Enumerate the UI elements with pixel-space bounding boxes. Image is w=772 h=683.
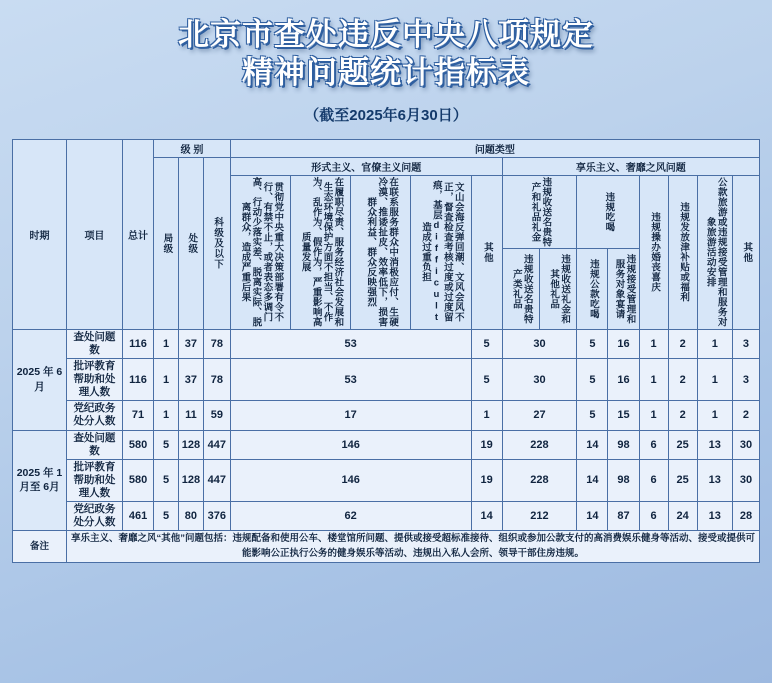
cell-gifts-merged: 30 (502, 358, 577, 400)
cell: 3 (732, 358, 759, 400)
cell: 87 (608, 502, 639, 531)
header-level-division: 处级 (178, 157, 203, 329)
header-level-group: 级 别 (154, 139, 231, 157)
header-formalism-2: 在履职尽责、服务经济社会发展和生态环境保护方面不担当、不作为、乱作为、假作为，严重影响高质量发展 (291, 175, 351, 329)
cell: 1 (697, 358, 732, 400)
cell: 37 (178, 329, 203, 358)
header-hedonism-group: 享乐主义、奢靡之风问题 (502, 157, 759, 175)
cell-total: 580 (122, 459, 153, 501)
cell: 25 (668, 459, 697, 501)
row-item-label: 党纪政务处分人数 (66, 502, 122, 531)
cell: 5 (154, 430, 179, 459)
cell: 14 (577, 459, 608, 501)
cell: 128 (178, 430, 203, 459)
cell: 5 (577, 401, 608, 430)
cell: 1 (471, 401, 502, 430)
table-row (13, 459, 760, 501)
cell: 78 (203, 329, 230, 358)
header-formalism-other: 其他 (471, 175, 502, 329)
table-row (13, 401, 760, 430)
cell: 6 (639, 430, 668, 459)
cell: 1 (639, 401, 668, 430)
table-row (13, 502, 760, 531)
header-item: 项目 (66, 139, 122, 329)
cell: 1 (697, 329, 732, 358)
cell: 78 (203, 358, 230, 400)
header-row-1 (13, 139, 760, 157)
cell: 30 (732, 459, 759, 501)
cell-total: 461 (122, 502, 153, 531)
cell-formalism-merged: 17 (230, 401, 471, 430)
row-item-label: 批评教育帮助和处理人数 (66, 358, 122, 400)
cell: 1 (697, 401, 732, 430)
header-hedonism-travel: 公款旅游或违规接受管理和服务对象旅游活动安排 (697, 175, 732, 329)
cell: 59 (203, 401, 230, 430)
cell-gifts-merged: 212 (502, 502, 577, 531)
cell: 11 (178, 401, 203, 430)
cell-formalism-merged: 62 (230, 502, 471, 531)
header-hedonism-dining-public: 违规公款吃喝 (577, 248, 608, 329)
row-item-label: 查处问题数 (66, 430, 122, 459)
cell-formalism-merged: 146 (230, 459, 471, 501)
header-hedonism-weddings: 违规操办婚丧喜庆 (639, 175, 668, 329)
cell-formalism-merged: 53 (230, 358, 471, 400)
cell: 2 (668, 329, 697, 358)
cell-formalism-merged: 53 (230, 329, 471, 358)
table-row (13, 358, 760, 400)
cell: 1 (154, 329, 179, 358)
table-note-row (13, 531, 760, 563)
table-row (13, 430, 760, 459)
cell: 16 (608, 358, 639, 400)
cell: 13 (697, 459, 732, 501)
title-line-1: 北京市查处违反中央八项规定 (178, 17, 594, 52)
cell: 1 (154, 358, 179, 400)
cell: 1 (154, 401, 179, 430)
table-row (13, 329, 760, 358)
cell: 14 (577, 430, 608, 459)
header-formalism-group: 形式主义、官僚主义问题 (230, 157, 502, 175)
cell: 19 (471, 430, 502, 459)
cell: 15 (608, 401, 639, 430)
header-hedonism-allowance: 违规发放津补贴或福利 (668, 175, 697, 329)
note-text: 享乐主义、奢靡之风“其他”问题包括：违规配备和使用公车、楼堂馆所问题、提供或接受超标准接待、组织或参加公款支付的高消费娱乐健身等活动、接受或提供可能影响公正执行公务的健身娱乐等活动、违规出入私人会所、领导干部住房违规。 (66, 531, 759, 563)
cell: 13 (697, 502, 732, 531)
cell: 14 (471, 502, 502, 531)
cell: 13 (697, 430, 732, 459)
cell: 6 (639, 502, 668, 531)
row-item-label: 查处问题数 (66, 329, 122, 358)
header-time: 时期 (13, 139, 67, 329)
cell-total: 580 (122, 430, 153, 459)
header-formalism-1: 贯彻党中央重大决策部署有令不行、有禁不止，或者表态多调门高、行动少落实差、脱离实际、脱离群众，造成严重后果 (230, 175, 290, 329)
cell: 128 (178, 459, 203, 501)
cell-gifts-merged: 27 (502, 401, 577, 430)
cell: 24 (668, 502, 697, 531)
cell-gifts-merged: 228 (502, 430, 577, 459)
cell: 2 (732, 401, 759, 430)
row-period: 2025 年 1月至 6月 (13, 430, 67, 531)
cell: 16 (608, 329, 639, 358)
cell: 37 (178, 358, 203, 400)
header-hedonism-gifts-cash: 违规收送礼金和其他礼品 (539, 248, 576, 329)
header-formalism-4: 文山会海反弹回潮、文风会风不正，督查检查考核过度或过度留痕，基层difficult造成过重负担 (411, 175, 471, 329)
page-title (12, 0, 760, 92)
cell: 3 (732, 329, 759, 358)
row-item-label: 党纪政务处分人数 (66, 401, 122, 430)
statistics-table (12, 139, 760, 563)
header-problem-type-group: 问题类型 (230, 139, 759, 157)
row-item-label: 批评教育帮助和处理人数 (66, 459, 122, 501)
cell: 19 (471, 459, 502, 501)
cell: 5 (577, 329, 608, 358)
cell: 376 (203, 502, 230, 531)
header-level-section: 科级及以下 (203, 157, 230, 329)
cell: 30 (732, 430, 759, 459)
header-total: 总计 (122, 139, 153, 329)
header-hedonism-gifts: 违规收送名贵特产和礼品礼金 (502, 175, 577, 248)
cell-gifts-merged: 30 (502, 329, 577, 358)
cell: 1 (639, 329, 668, 358)
cell: 5 (154, 459, 179, 501)
cell-total: 71 (122, 401, 153, 430)
cell-formalism-merged: 146 (230, 430, 471, 459)
cell-total: 116 (122, 329, 153, 358)
cell: 28 (732, 502, 759, 531)
cell: 6 (639, 459, 668, 501)
cell: 98 (608, 459, 639, 501)
cell: 2 (668, 401, 697, 430)
note-label: 备注 (13, 531, 67, 563)
header-hedonism-gifts-specialty: 违规收送名贵特产类礼品 (502, 248, 539, 329)
cell-gifts-merged: 228 (502, 459, 577, 501)
cell: 1 (639, 358, 668, 400)
cell: 5 (471, 358, 502, 400)
header-level-bureau: 局级 (154, 157, 179, 329)
cell: 5 (577, 358, 608, 400)
cell: 80 (178, 502, 203, 531)
header-hedonism-dining-hosted: 违规接受管理和服务对象宴请 (608, 248, 639, 329)
cell: 447 (203, 459, 230, 501)
header-hedonism-dining: 违规吃喝 (577, 175, 639, 248)
cell: 98 (608, 430, 639, 459)
header-hedonism-other: 其他 (732, 175, 759, 329)
cell: 25 (668, 430, 697, 459)
page-subtitle: （截至2025年6月30日） (304, 106, 468, 124)
cell: 5 (154, 502, 179, 531)
cell: 14 (577, 502, 608, 531)
cell: 447 (203, 430, 230, 459)
row-period: 2025 年 6月 (13, 329, 67, 430)
cell: 2 (668, 358, 697, 400)
cell: 5 (471, 329, 502, 358)
title-line-2: 精神问题统计指标表 (242, 54, 530, 90)
header-formalism-3: 在联系服务群众中消极应付、生硬冷漠、推诿扯皮、效率低下，损害群众利益、群众反映强烈 (351, 175, 411, 329)
cell-total: 116 (122, 358, 153, 400)
